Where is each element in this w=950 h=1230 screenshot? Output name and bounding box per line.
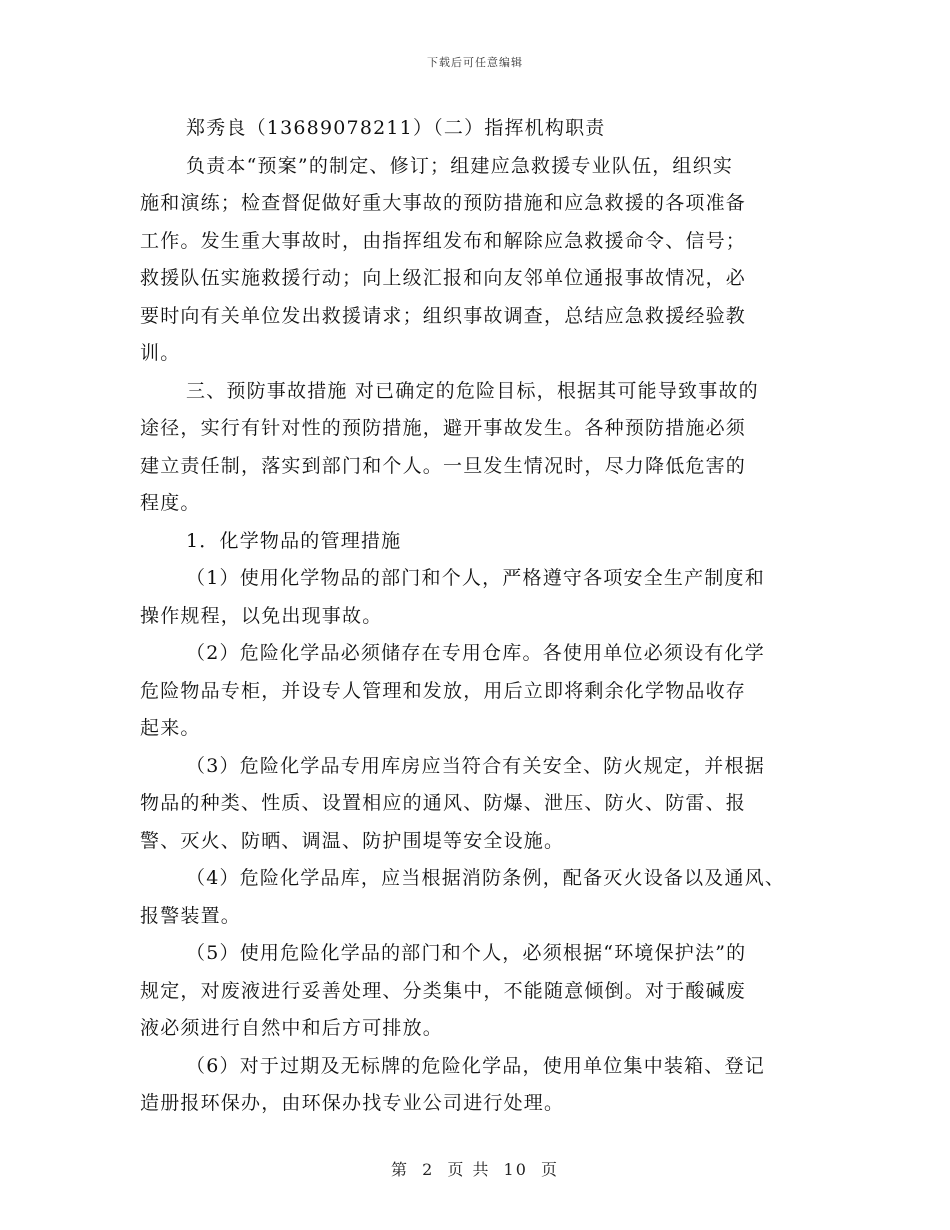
text-line: 工作。发生重大事故时，由指挥组发布和解除应急救援命令、信号； <box>140 229 747 252</box>
section-heading-chemical-management <box>140 523 820 561</box>
text-line: 程度。 <box>140 492 201 514</box>
text-line: （5）使用危险化学品的部门和个人，必须根据“环境保护法”的 <box>186 942 747 964</box>
text-line: （6）对于过期及无标牌的危险化学品，使用单位集中装箱、登记 <box>186 1054 765 1077</box>
text-line: 三、预防事故措施 对已确定的危险目标，根据其可能导致事故的 <box>186 379 759 402</box>
list-item-6 <box>140 1048 820 1123</box>
text-line: 建立责任制，落实到部门和个人。一旦发生情况时，尽力降低危害的 <box>140 454 747 477</box>
text-line: 要时向有关单位发出救援请求；组织事故调查，总结应急救援经验教 <box>140 304 747 327</box>
text-line: 郑秀良（13689078211）（二）指挥机构职责 <box>186 117 606 139</box>
text-line: 物品的种类、性质、设置相应的通风、防爆、泄压、防火、防雷、报 <box>140 792 747 814</box>
document-body <box>140 110 820 1123</box>
list-item-2 <box>140 635 820 748</box>
list-item-1 <box>140 560 820 635</box>
text-line: 1．化学物品的管理措施 <box>186 529 402 552</box>
text-line: 救援队伍实施救援行动；向上级汇报和向友邻单位通报事故情况，必 <box>140 267 747 289</box>
text-line: （2）危险化学品必须储存在专用仓库。各使用单位必须设有化学 <box>186 642 765 664</box>
text-line: 液必须进行自然中和后方可排放。 <box>140 1017 444 1039</box>
text-line: 训。 <box>140 342 181 364</box>
page-number-total: 10 <box>503 1160 528 1179</box>
list-item-3 <box>140 748 820 861</box>
text-line: 起来。 <box>140 717 201 739</box>
text-line: （1）使用化学物品的部门和个人，严格遵守各项安全生产制度和 <box>186 567 765 589</box>
text-line: 警、灭火、防晒、调温、防护围堤等安全设施。 <box>140 829 565 852</box>
header-note: 下载后可任意编辑 <box>427 56 523 69</box>
text-line: 施和演练；检查督促做好重大事故的预防措施和应急救援的各项准备 <box>140 192 747 214</box>
page-number-middle: 页 共 <box>447 1160 491 1179</box>
paragraph-prevention <box>140 373 820 523</box>
page-number-prefix: 第 <box>390 1160 409 1179</box>
page-number-current: 2 <box>422 1160 435 1179</box>
text-line: 负责本“预案”的制定、修订；组建应急救援专业队伍，组织实 <box>186 154 734 177</box>
text-line: 规定，对废液进行妥善处理、分类集中，不能随意倾倒。对于酸碱废 <box>140 979 747 1002</box>
text-line: 危险物品专柜，并设专人管理和发放，用后立即将剩余化学物品收存 <box>140 679 747 702</box>
text-line: 操作规程，以免出现事故。 <box>140 604 383 627</box>
paragraph-duties <box>140 148 820 373</box>
text-line: （3）危险化学品专用库房应当符合有关安全、防火规定，并根据 <box>186 754 765 777</box>
text-line: 造册报环保办，由环保办找专业公司进行处理。 <box>140 1092 565 1114</box>
text-line: （4）危险化学品库，应当根据消防条例，配备灭火设备以及通风、 <box>186 867 786 889</box>
page-number-suffix: 页 <box>541 1160 560 1179</box>
list-item-4 <box>140 860 820 935</box>
page-footer <box>0 1157 950 1180</box>
paragraph-contact-heading <box>140 110 820 148</box>
text-line: 报警装置。 <box>140 904 242 927</box>
text-line: 途径，实行有针对性的预防措施，避开事故发生。各种预防措施必须 <box>140 417 747 439</box>
list-item-5 <box>140 935 820 1048</box>
page-header <box>0 54 950 70</box>
